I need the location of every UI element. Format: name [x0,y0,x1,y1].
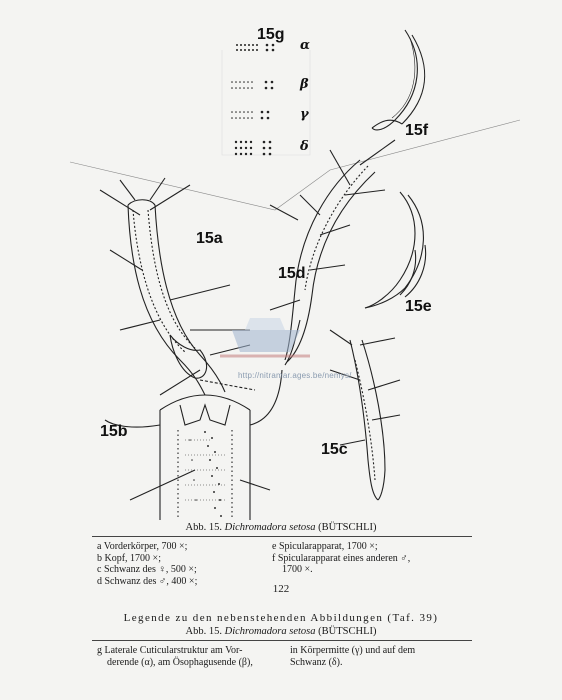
caption-author-2: (BÜTSCHLI) [318,626,377,637]
caption-species: Dichromadora setosa [224,522,316,533]
label-15e: 15e [405,298,432,315]
caption-species-2: Dichromadora setosa [224,626,316,637]
female-tail-15c-drawing [330,330,400,500]
label-15g: 15g [257,26,285,43]
label-15c: 15c [321,441,348,458]
label-gamma: γ [300,107,309,122]
legend-heading: Legende zu den nebenstehenden Abbildungen (Taf. 39) [123,612,439,624]
caption-item-c: c Schwanz des ♀, 500 ×; [97,564,197,575]
caption-g-line-1: g Laterale Cuticularstruktur am Vor- [97,645,243,656]
head-15b-drawing [105,370,282,520]
head-stipple [189,431,222,517]
label-beta: β [300,77,309,92]
caption-abb: Abb. 15. [185,522,222,533]
spicule-15f-drawing [372,30,425,130]
cuticle-structure-drawing [222,50,310,155]
cuticle-dot-rows [231,44,274,156]
caption-title [0,522,562,533]
anterior-body-15a-drawing [100,178,255,395]
caption-left-list [97,541,197,587]
caption-item-a: a Vorderkörper, 700 ×; [97,541,188,552]
label-15d: 15d [278,265,306,282]
label-delta: δ [300,139,309,154]
caption-item-f: f Spicularapparat eines anderen ♂, [272,552,411,564]
label-15b: 15b [100,423,128,440]
caption-item-b: b Kopf, 1700 ×; [97,552,161,564]
label-alpha: α [300,38,311,53]
caption-author: (BÜTSCHLI) [318,522,377,533]
caption-g-right [290,645,415,668]
caption-g-line-3: in Körpermitte (γ) und auf dem [290,645,416,656]
caption-item-f-cont: 1700 ×. [282,564,313,575]
caption-right-list [272,541,410,576]
caption-title-2 [0,626,562,637]
caption-item-d: d Schwanz des ♂, 400 ×; [97,575,198,587]
caption-rule [92,536,472,537]
spicule-15e-drawing [365,192,426,308]
caption-item-e: e Spicularapparat, 1700 ×; [272,541,378,552]
caption-g-line-2: derende (α), am Ösophagusende (β), [107,656,253,668]
caption-g-left [97,645,253,668]
caption-g-line-4: Schwanz (δ). [290,656,343,668]
page-number: 122 [272,583,290,595]
label-15f: 15f [405,122,429,139]
caption-abb-2: Abb. 15. [185,626,222,637]
watermark-url: http://nitramar.ages.be/nemys/ [238,371,352,380]
caption-rule-2 [92,640,472,641]
label-15a: 15a [196,230,223,247]
